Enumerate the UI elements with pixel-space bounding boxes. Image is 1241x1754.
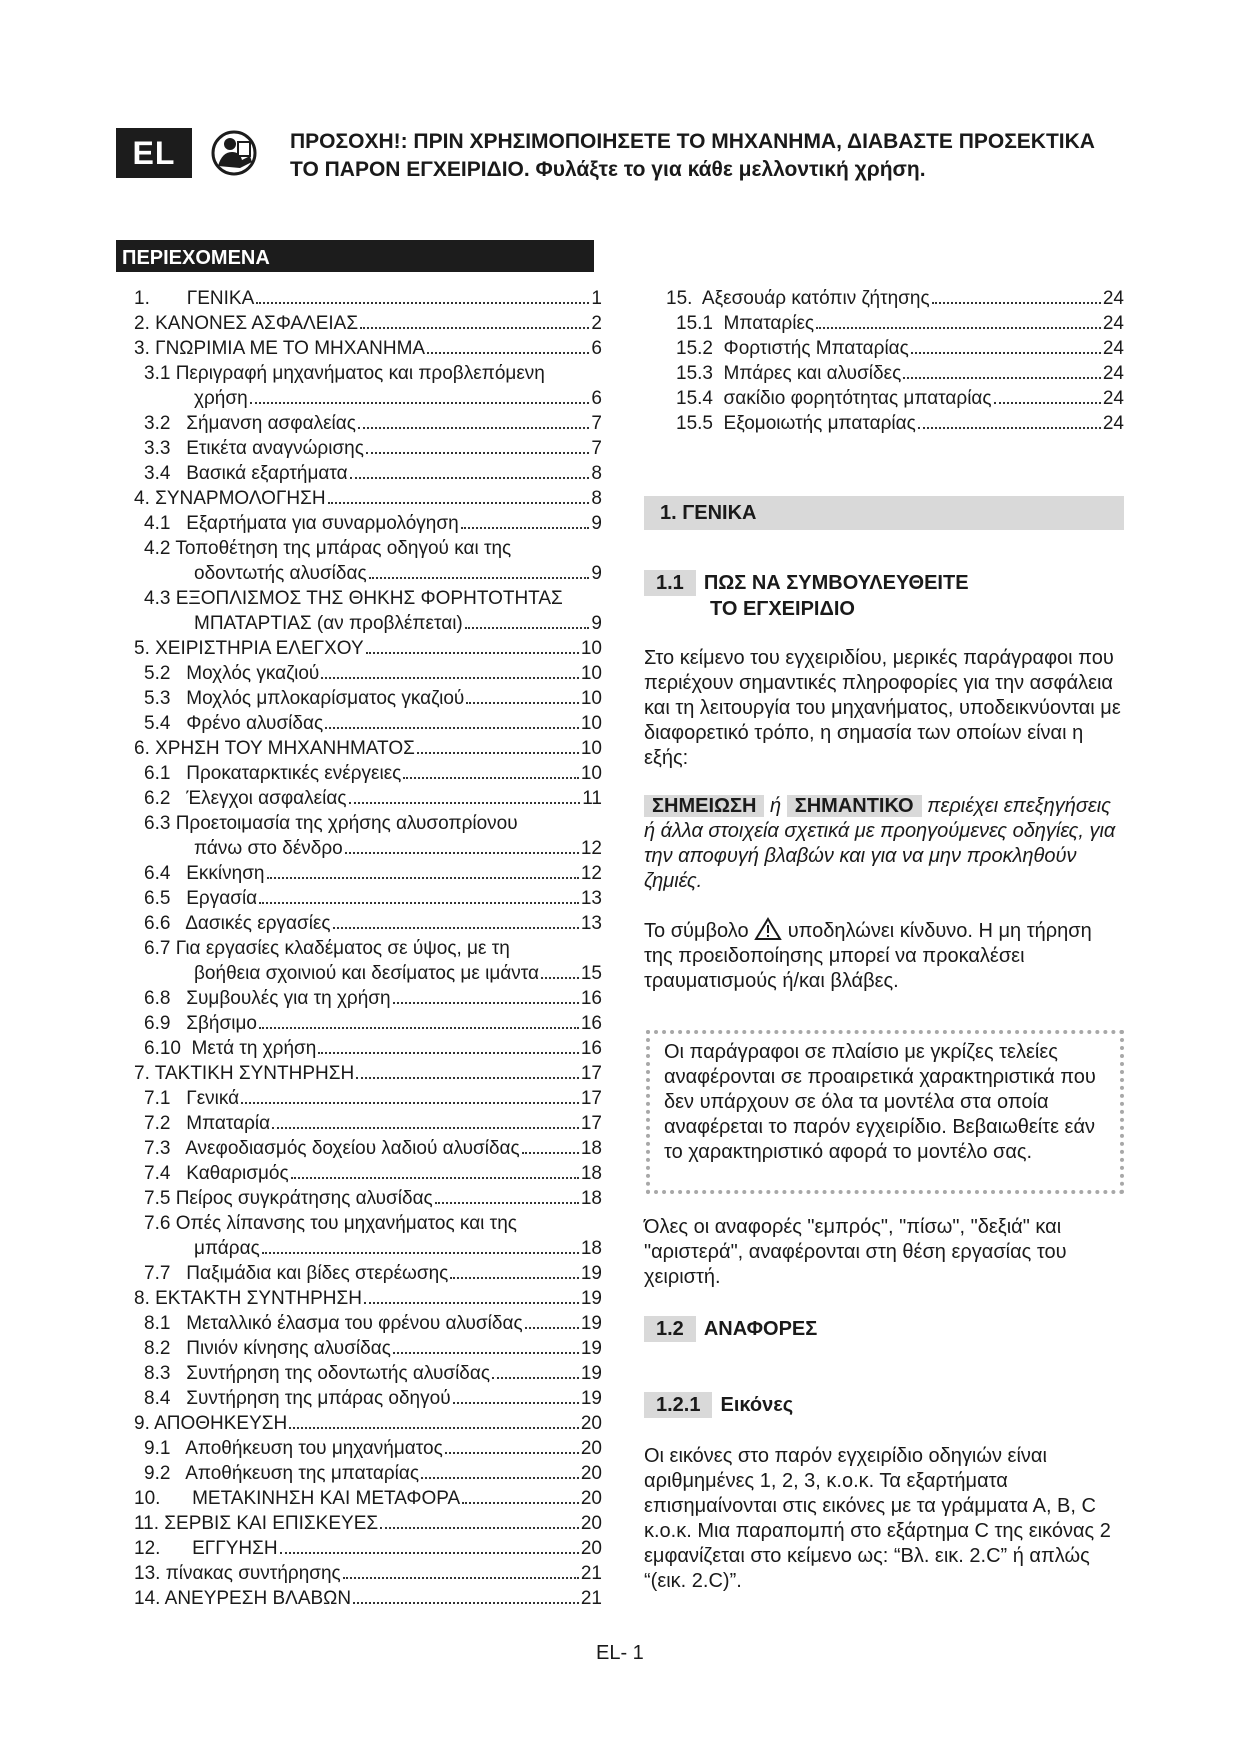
toc-entry-page: 20 [580, 1438, 602, 1459]
toc-entry-page: 9 [591, 613, 602, 634]
section-1-2-heading [644, 1316, 817, 1342]
toc-entry-page: 19 [580, 1363, 602, 1384]
toc-entry-label: 14. ΑΝΕΥΡΕΣΗ ΒΛΑΒΩΝ [134, 1588, 352, 1609]
figures-paragraph: Οι εικόνες στο παρόν εγχειρίδιο οδηγιών είναι αριθμημένες 1, 2, 3, κ.ο.κ. Τα εξαρτήματα επισημαίνονται στις εικόνες με τα γράμματα Α, B, C κ.ο.κ. Μια παραπομπή στο εξάρτημα C της εικόνας 2 εμφανίζεται στο κείμενο ως: “Βλ. εικ. 2.C” ή απλώς “(εικ. 2.C)”. [644, 1445, 1111, 1592]
section-1-1-heading [644, 570, 969, 622]
toc-leader-dots [461, 527, 590, 529]
warning-triangle-icon [754, 917, 782, 941]
toc-entry [134, 1086, 602, 1111]
toc-leader-dots [403, 777, 579, 779]
toc-entry [134, 1161, 602, 1186]
toc-entry [134, 1111, 602, 1136]
toc-leader-dots [435, 1202, 579, 1204]
toc-entry-page: 12 [580, 863, 602, 884]
toc-entry-page: 9 [591, 513, 602, 534]
toc-leader-dots [366, 652, 579, 654]
toc-entry [134, 361, 602, 386]
toc-entry-label: 7.3 Ανεφοδιασμός δοχείου λαδιού αλυσίδας [144, 1138, 520, 1159]
toc-entry [134, 886, 602, 911]
toc-entry-label: 8.3 Συντήρηση της οδοντωτής αλυσίδας [144, 1363, 491, 1384]
toc-entry-label: 11. ΣΕΡΒΙΣ ΚΑΙ ΕΠΙΣΚΕΥΕΣ [134, 1513, 379, 1534]
toc-entry [134, 1336, 602, 1361]
toc-entry-label: 3. ΓΝΩΡΙΜΙΑ ΜΕ ΤΟ ΜΗΧΑΝΗΜΑ [134, 338, 426, 359]
toc-leader-dots [358, 427, 590, 429]
toc-entry [134, 561, 602, 586]
toc-entry-page: 20 [580, 1538, 602, 1559]
toc-entry-label: 12. ΕΓΓΥΗΣΗ [134, 1538, 278, 1559]
toc-entry-page: 20 [580, 1413, 602, 1434]
toc-entry [134, 511, 602, 536]
toc-entry-page: 10 [580, 763, 602, 784]
toc-entry-page: 19 [580, 1288, 602, 1309]
toc-entry [134, 936, 602, 961]
page-number: EL- 1 [596, 1642, 644, 1664]
toc-entry-label: 3.4 Βασικά εξαρτήματα [144, 463, 348, 484]
toc-leader-dots [318, 1052, 579, 1054]
toc-entry [134, 1486, 602, 1511]
warning-heading [290, 128, 1150, 184]
toc-entry [134, 1536, 602, 1561]
toc-leader-dots [250, 402, 590, 404]
toc-entry-page: 9 [591, 563, 602, 584]
toc-entry-page: 8 [591, 488, 602, 509]
toc-entry-page: 11 [582, 788, 602, 809]
toc-entry-page: 20 [580, 1513, 602, 1534]
toc-leader-dots [492, 1377, 579, 1379]
toc-entry [134, 286, 602, 311]
section-1-heading: 1. ΓΕΝΙΚΑ [644, 496, 1124, 530]
toc-entry [134, 586, 602, 611]
toc-entry-label: 7.2 Μπαταρία [144, 1113, 271, 1134]
toc-entry [134, 761, 602, 786]
toc-entry-label: 6.2 Έλεγχοι ασφαλείας [144, 788, 347, 809]
toc-entry-label: 3.3 Ετικέτα αναγνώρισης [144, 438, 364, 459]
toc-entry-label: 7.5 Πείρος συγκράτησης αλυσίδας [144, 1188, 433, 1209]
toc-entry-label: 9.1 Αποθήκευση του μηχανήματος [144, 1438, 443, 1459]
toc-entry [666, 311, 1124, 336]
toc-leader-dots [453, 1402, 579, 1404]
toc-entry-page: 18 [580, 1138, 602, 1159]
toc-leader-dots [262, 1252, 579, 1254]
toc-entry-label: 6.5 Εργασία [144, 888, 258, 909]
toc-leader-dots [918, 427, 1101, 429]
toc-entry [134, 786, 602, 811]
toc-entry-page: 10 [580, 713, 602, 734]
intro-paragraph: Στο κείμενο του εγχειριδίου, μερικές παράγραφοι που περιέχουν σημαντικές πληροφορίες για την ασφάλεια και τη λειτουργία του μηχανήματος, υποδεικνύονται με διαφορετικό τρόπο, η σημασία των οποίων είναι η εξής: [644, 647, 1121, 769]
toc-entry [134, 436, 602, 461]
toc-leader-dots [541, 977, 579, 979]
toc-entry-page: 20 [580, 1463, 602, 1484]
toc-entry-label: 15.5 Εξομοιωτής μπαταρίας [676, 413, 916, 434]
toc-entry-label: 6. ΧΡΗΣΗ ΤΟΥ ΜΗΧΑΝΗΜΑΤΟΣ [134, 738, 415, 759]
toc-entry [134, 711, 602, 736]
toc-entry [134, 536, 602, 561]
toc-leader-dots [465, 627, 590, 629]
toc-entry-label: 4.2 Τοποθέτηση της μπάρας οδηγού και της [144, 538, 512, 559]
toc-entry-page: 19 [580, 1313, 602, 1334]
toc-entry-page: 19 [580, 1338, 602, 1359]
toc-entry [134, 1236, 602, 1261]
toc-leader-dots [289, 1427, 579, 1429]
symbol-text-before: Το σύμβολο [644, 920, 749, 942]
toc-leader-dots [427, 352, 589, 354]
toc-entry [134, 1036, 602, 1061]
toc-entry [134, 1311, 602, 1336]
toc-entry [134, 611, 602, 636]
toc-entry-page: 24 [1102, 288, 1124, 309]
toc-leader-dots [450, 1277, 579, 1279]
toc-leader-dots [421, 1477, 579, 1479]
toc-entry [134, 1411, 602, 1436]
toc-entry-label: βοήθεια σχοινιού και δεσίματος με ιμάντα [194, 963, 540, 984]
toc-leader-dots [417, 752, 579, 754]
toc-entry-label: 5.4 Φρένο αλυσίδας [144, 713, 324, 734]
toc-entry-page: 7 [591, 413, 602, 434]
toc-entry-label: 7. ΤΑΚΤΙΚΗ ΣΥΝΤΗΡΗΣΗ [134, 1063, 355, 1084]
toc-entry [666, 336, 1124, 361]
toc-leader-dots [272, 1127, 579, 1129]
toc-entry-page: 13 [580, 913, 602, 934]
toc-entry-page: 18 [580, 1238, 602, 1259]
toc-leader-dots [380, 1527, 579, 1529]
toc-entry-label: 3.1 Περιγραφή μηχανήματος και προβλεπόμενη [144, 363, 545, 384]
toc-entry [134, 461, 602, 486]
toc-leader-dots [356, 1077, 579, 1079]
toc-entry-label: χρήση [194, 388, 248, 409]
toc-leader-dots [328, 502, 590, 504]
toc-entry [134, 1461, 602, 1486]
toc-entry-page: 24 [1102, 313, 1124, 334]
toc-leader-dots [343, 1577, 579, 1579]
toc-leader-dots [522, 1152, 579, 1154]
toc-leader-dots [241, 1102, 579, 1104]
toc-leader-dots [267, 877, 579, 879]
toc-entry-page: 13 [580, 888, 602, 909]
toc-entry-page: 16 [580, 988, 602, 1009]
toc-entry [134, 411, 602, 436]
toc-entry [134, 1261, 602, 1286]
read-manual-icon [210, 130, 258, 176]
toc-entry [134, 811, 602, 836]
note-paragraph [644, 794, 1124, 894]
toc-entry-page: 10 [580, 663, 602, 684]
toc-entry-label: 6.6 Δασικές εργασίες [144, 913, 331, 934]
toc-entry-label: 13. πίνακας συντήρησης [134, 1563, 341, 1584]
toc-entry [134, 1361, 602, 1386]
toc-entry [666, 386, 1124, 411]
toc-entry-label: 8.1 Μεταλλικό έλασμα του φρένου αλυσίδας [144, 1313, 523, 1334]
toc-leader-dots [325, 727, 579, 729]
toc-entry-label: πάνω στο δένδρο [194, 838, 343, 859]
toc-entry-label: 15.2 Φορτιστής Μπαταρίας [676, 338, 909, 359]
warning-line-2: ΤΟ ΠΑΡΟΝ ΕΓΧΕΙΡΙΔΙΟ. Φυλάξτε το για κάθε μελλοντική χρήση. [290, 158, 926, 181]
toc-leader-dots [321, 677, 579, 679]
note-or: ή [770, 795, 782, 817]
toc-entry [134, 1186, 602, 1211]
note-tag: ΣΗΜΕΙΩΣΗ [644, 795, 764, 817]
toc-entry-label: 6.1 Προκαταρκτικές ενέργειες [144, 763, 402, 784]
section-1-1-number: 1.1 [644, 570, 696, 596]
toc-entry-page: 8 [591, 463, 602, 484]
toc-entry-page: 6 [591, 338, 602, 359]
toc-entry-label: 6.3 Προετοιμασία της χρήσης αλυσοπρίονου [144, 813, 518, 834]
toc-entry-page: 21 [580, 1563, 602, 1584]
toc-entry-label: 1. ΓΕΝΙΚΑ [134, 288, 255, 309]
symbol-paragraph [644, 917, 1124, 994]
toc-entry [134, 486, 602, 511]
toc-entry-page: 10 [580, 738, 602, 759]
important-tag: ΣΗΜΑΝΤΙΚΟ [787, 795, 922, 817]
toc-entry-page: 6 [591, 388, 602, 409]
toc-entry-label: 8.4 Συντήρηση της μπάρας οδηγού [144, 1388, 451, 1409]
toc-entry-page: 21 [580, 1588, 602, 1609]
toc-entry-page: 19 [580, 1263, 602, 1284]
toc-entry-page: 17 [580, 1113, 602, 1134]
toc-leader-dots [911, 352, 1101, 354]
toc-leader-dots [333, 927, 579, 929]
toc-leader-dots [259, 1027, 579, 1029]
toc-entry [134, 636, 602, 661]
toc-entry-label: ΜΠΑΤΑΡΤΙΑΣ (αν προβλέπεται) [194, 613, 463, 634]
toc-entry-page: 7 [591, 438, 602, 459]
toc-leader-dots [360, 327, 589, 329]
toc-leader-dots [393, 1002, 579, 1004]
toc-entry [134, 1061, 602, 1086]
toc-entry [134, 1561, 602, 1586]
toc-entry-page: 20 [580, 1488, 602, 1509]
toc-entry-label: 9.2 Αποθήκευση της μπαταρίας [144, 1463, 420, 1484]
toc-entry [134, 686, 602, 711]
section-1-2-1-heading [644, 1392, 793, 1418]
toc-entry-page: 24 [1102, 338, 1124, 359]
directions-paragraph: Όλες οι αναφορές "εμπρός", "πίσω", "δεξιά" και "αριστερά", αναφέρονται στη θέση εργασίας του χειριστή. [644, 1216, 1067, 1288]
toc-entry-label: 6.10 Μετά τη χρήση [144, 1038, 317, 1059]
toc-entry-page: 1 [591, 288, 602, 309]
toc-leader-dots [466, 702, 579, 704]
toc-entry [666, 411, 1124, 436]
toc-entry-label: 15.4 σακίδιο φορητότητας μπαταρίας [676, 388, 992, 409]
toc-leader-dots [903, 377, 1101, 379]
toc-entry-label: 7.4 Καθαρισμός [144, 1163, 289, 1184]
toc-leader-dots [816, 327, 1101, 329]
section-1-1-title-line1: ΠΩΣ ΝΑ ΣΥΜΒΟΥΛΕΥΘΕΙΤΕ [703, 572, 969, 594]
toc-entry-label: 15. Αξεσουάρ κατόπιν ζήτησης [666, 288, 930, 309]
toc-entry [134, 961, 602, 986]
toc-entry [134, 311, 602, 336]
toc-entry [134, 1286, 602, 1311]
toc-entry-label: 5.3 Μοχλός μπλοκαρίσματος γκαζιού [144, 688, 465, 709]
toc-leader-dots [393, 1352, 579, 1354]
warning-line-1: ΠΡΟΣΟΧΗ!: ΠΡΙΝ ΧΡΗΣΙΜΟΠΟΙΗΣΕΤΕ ΤΟ ΜΗΧΑΝΗΜΑ, ΔΙΑΒΑΣΤΕ ΠΡΟΣΕΚΤΙΚΑ [290, 130, 1095, 153]
toc-entry-label: 7.7 Παξιμάδια και βίδες στερέωσης [144, 1263, 449, 1284]
toc-leader-dots [525, 1327, 579, 1329]
optional-feature-box [646, 1030, 1124, 1194]
note-text-rest: επεξηγήσεις ή άλλα στοιχεία σχετικά με προηγούμενες οδηγίες, για την αποφυγή βλαβών και για να μην προκληθούν ζημιές. [644, 795, 1116, 892]
toc-entry-page: 12 [580, 838, 602, 859]
toc-entry-label: οδοντωτής αλυσίδας [194, 563, 367, 584]
toc-entry-page: 24 [1102, 388, 1124, 409]
toc-entry-label: μπάρας [194, 1238, 260, 1259]
optional-feature-text: Οι παράγραφοι σε πλαίσιο με γκρίζες τελείες αναφέρονται σε προαιρετικά χαρακτηριστικά που δεν υπάρχουν σε όλα τα μοντέλα στα οποία αναφέρεται το παρόν εγχειρίδιο. Βεβαιωθείτε εάν το χαρακτηριστικό αφορά το μοντέλο σας. [664, 1041, 1096, 1163]
toc-entry-page: 2 [591, 313, 602, 334]
toc-entry-label: 4.3 ΕΞΟΠΛΙΣΜΟΣ ΤΗΣ ΘΗΚΗΣ ΦΟΡΗΤΟΤΗΤΑΣ [144, 588, 563, 609]
toc-entry [134, 1436, 602, 1461]
toc-leader-dots [932, 302, 1101, 304]
toc-entry-page: 17 [580, 1088, 602, 1109]
section-1-2-number: 1.2 [644, 1316, 696, 1342]
toc-entry [134, 836, 602, 861]
toc-entry-page: 15 [580, 963, 602, 984]
toc-entry [134, 911, 602, 936]
toc-entry-page: 10 [580, 688, 602, 709]
toc-entry-page: 24 [1102, 363, 1124, 384]
toc-entry [134, 861, 602, 886]
toc-left-column [134, 286, 602, 1611]
toc-entry-label: 5.2 Μοχλός γκαζιού [144, 663, 320, 684]
toc-entry [666, 286, 1124, 311]
toc-leader-dots [462, 1502, 579, 1504]
toc-leader-dots [256, 302, 589, 304]
toc-leader-dots [350, 477, 590, 479]
toc-entry-label: 8. ΕΚΤΑΚΤΗ ΣΥΝΤΗΡΗΣΗ [134, 1288, 362, 1309]
toc-entry [134, 736, 602, 761]
toc-entry-label: 2. ΚΑΝΟΝΕΣ ΑΣΦΑΛΕΙΑΣ [134, 313, 359, 334]
toc-leader-dots [280, 1552, 579, 1554]
toc-entry-label: 4. ΣΥΝΑΡΜΟΛΟΓΗΣΗ [134, 488, 326, 509]
toc-entry-page: 16 [580, 1038, 602, 1059]
toc-right-column [666, 286, 1124, 436]
toc-entry-label: 7.6 Οπές λίπανσης του μηχανήματος και της [144, 1213, 517, 1234]
toc-entry-label: 8.2 Πινιόν κίνησης αλυσίδας [144, 1338, 391, 1359]
toc-entry-page: 18 [580, 1188, 602, 1209]
toc-entry [134, 1386, 602, 1411]
section-1-2-1-number: 1.2.1 [644, 1392, 712, 1418]
toc-entry [134, 1511, 602, 1536]
toc-entry-label: 6.9 Σβήσιμο [144, 1013, 257, 1034]
toc-entry [134, 661, 602, 686]
toc-title: ΠΕΡΙΕΧΟΜΕΝΑ [116, 240, 594, 272]
toc-entry [134, 1586, 602, 1611]
toc-entry-label: 4.1 Εξαρτήματα για συναρμολόγηση [144, 513, 459, 534]
toc-leader-dots [369, 577, 590, 579]
note-text-first: περιέχει [927, 795, 999, 817]
toc-entry-label: 15.1 Μπαταρίες [676, 313, 815, 334]
toc-entry-label: 5. ΧΕΙΡΙΣΤΗΡΙΑ ΕΛΕΓΧΟΥ [134, 638, 364, 659]
toc-leader-dots [445, 1452, 579, 1454]
toc-leader-dots [366, 452, 590, 454]
toc-entry-page: 17 [580, 1063, 602, 1084]
toc-entry [666, 361, 1124, 386]
toc-entry-page: 19 [580, 1388, 602, 1409]
toc-leader-dots [364, 1302, 579, 1304]
toc-leader-dots [353, 1602, 579, 1604]
section-1-1-title-line2: ΤΟ ΕΓΧΕΙΡΙΔΙΟ [710, 598, 855, 620]
toc-entry-page: 18 [580, 1163, 602, 1184]
toc-entry [134, 986, 602, 1011]
toc-entry-page: 16 [580, 1013, 602, 1034]
toc-entry-label: 15.3 Μπάρες και αλυσίδες [676, 363, 902, 384]
toc-entry [134, 1136, 602, 1161]
symbol-text-after: υποδηλώνει κίνδυνο. Η μη τήρηση της προειδοποίησης μπορεί να προκαλέσει τραυματισμούς ή/και βλάβες. [644, 920, 1092, 992]
toc-leader-dots [994, 402, 1101, 404]
toc-entry-label: 6.4 Εκκίνηση [144, 863, 265, 884]
toc-entry [134, 386, 602, 411]
toc-entry-page: 24 [1102, 413, 1124, 434]
toc-entry-label: 6.8 Συμβουλές για τη χρήση [144, 988, 391, 1009]
toc-entry [134, 1011, 602, 1036]
toc-leader-dots [291, 1177, 579, 1179]
toc-leader-dots [345, 852, 579, 854]
toc-entry-page: 10 [580, 638, 602, 659]
toc-leader-dots [349, 802, 581, 804]
section-1-2-1-title: Εικόνες [720, 1394, 794, 1416]
toc-entry-label: 6.7 Για εργασίες κλαδέματος σε ύψος, με τη [144, 938, 510, 959]
toc-entry [134, 1211, 602, 1236]
toc-leader-dots [259, 902, 579, 904]
toc-entry [134, 336, 602, 361]
toc-entry-label: 7.1 Γενικά [144, 1088, 240, 1109]
language-badge: EL [116, 128, 192, 178]
toc-entry-label: 9. ΑΠΟΘΗΚΕΥΣΗ [134, 1413, 288, 1434]
toc-entry-label: 3.2 Σήμανση ασφαλείας [144, 413, 356, 434]
section-1-2-title: ΑΝΑΦΟΡΕΣ [703, 1318, 818, 1340]
toc-entry-label: 10. ΜΕΤΑΚΙΝΗΣΗ ΚΑΙ ΜΕΤΑΦΟΡΑ [134, 1488, 461, 1509]
